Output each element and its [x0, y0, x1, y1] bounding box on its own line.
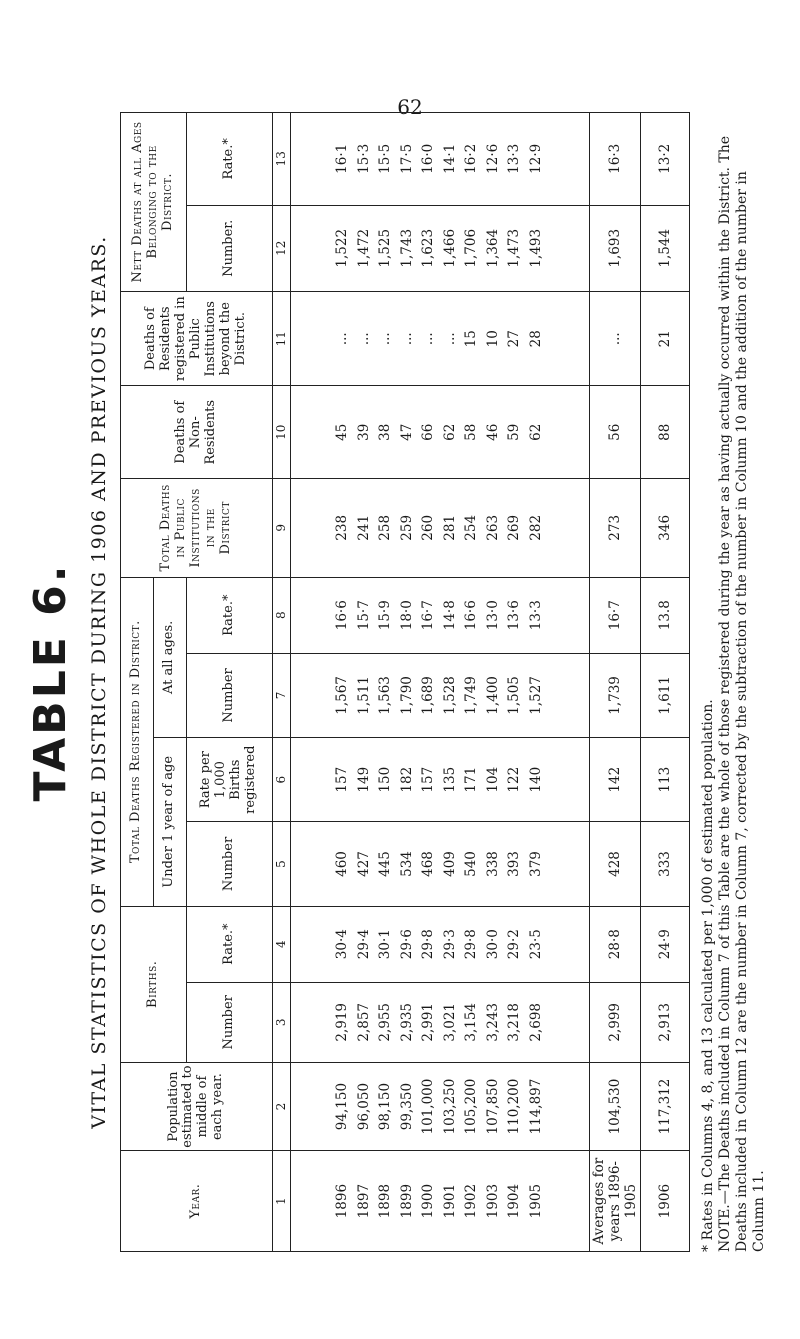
table-cell-value: 13·0 — [484, 600, 501, 631]
table-cell-value: 1,527 — [527, 676, 544, 715]
table-cell-value: 468 — [420, 851, 437, 877]
table-cell-value: 182 — [398, 766, 415, 793]
table-cell-value: 14·8 — [441, 600, 458, 631]
table-cell-value: 157 — [420, 766, 437, 793]
table-cell-value: 16·6 — [334, 600, 351, 631]
table-cell-value: 29·8 — [420, 929, 437, 960]
table-cell-value: 540 — [463, 851, 480, 877]
y1906-allages-number: 1,611 — [641, 653, 690, 737]
table-cell-value: 104 — [484, 766, 501, 793]
table-cell-value: 47 — [398, 423, 415, 441]
table-cell-value: 259 — [398, 514, 415, 541]
column-number: 11 — [272, 291, 290, 386]
table-cell-value: 263 — [484, 514, 501, 541]
header-row-1 — [121, 113, 154, 1252]
table-cell-value: 1903 — [484, 1183, 501, 1219]
avg-non-residents: 56 — [590, 386, 641, 479]
table-cell-value: 15·3 — [355, 143, 372, 174]
header-under-1: Under 1 year of age — [153, 738, 186, 907]
table-cell-value: 1901 — [441, 1183, 458, 1219]
table-cell-value: 1,511 — [355, 676, 372, 715]
table-cell-value: 98,150 — [377, 1082, 394, 1131]
table-cell-value: 2,955 — [377, 1002, 394, 1042]
notes — [700, 112, 768, 1252]
avg-allages-number: 1,739 — [590, 653, 641, 737]
y1906-population: 117,312 — [641, 1062, 690, 1150]
table-cell-value: 3,243 — [484, 1002, 501, 1042]
allages-rate-cell — [290, 577, 589, 653]
table-cell-value: 1,563 — [377, 676, 394, 715]
avg-births-number: 2,999 — [590, 982, 641, 1062]
y1906-public-inst: 346 — [641, 479, 690, 578]
table-cell-value: 171 — [463, 766, 480, 793]
column-number: 9 — [272, 479, 290, 578]
header-residents-beyond: Deaths of Residents registered in Public Institutions beyond the District. — [121, 291, 273, 386]
table-cell-value: 29·2 — [506, 929, 523, 960]
table-cell-value: 379 — [527, 851, 544, 877]
header-allages-rate: Rate.* — [186, 577, 272, 653]
table-cell-value: 59 — [506, 423, 523, 441]
table-cell-value: 149 — [355, 766, 372, 793]
table-cell-value: 16·7 — [420, 600, 437, 631]
table-cell-value: 110,200 — [506, 1078, 523, 1135]
avg-residents-beyond: ... — [590, 291, 641, 386]
column-number: 3 — [272, 982, 290, 1062]
column-number: 7 — [272, 653, 290, 737]
table-cell-value: 338 — [484, 851, 501, 877]
table-cell-value: 1896 — [334, 1183, 351, 1219]
table-cell-value: 2,857 — [355, 1002, 372, 1042]
column-number: 10 — [272, 386, 290, 479]
table-cell-value: 281 — [441, 514, 458, 541]
header-population: Population estimated to middle of each year. — [121, 1062, 273, 1150]
table-cell-value: 12·6 — [484, 143, 501, 174]
header-year: Year. — [121, 1151, 273, 1252]
footnote-rates: * Rates in Columns 4, 8, and 13 calculated per 1,000 of estimated population. — [700, 699, 716, 1252]
table-cell-value: 29·6 — [398, 929, 415, 960]
table-cell-value: ... — [355, 332, 372, 346]
avg-under1-rate: 142 — [590, 738, 641, 822]
table-cell-value: 17·5 — [398, 143, 415, 174]
table-cell-value: 103,250 — [441, 1078, 458, 1135]
non-residents-cell — [290, 386, 589, 479]
table-cell-value: 1904 — [506, 1183, 523, 1219]
table-cell-value: 1,749 — [463, 676, 480, 715]
table-cell-value: 13·3 — [506, 143, 523, 174]
table-cell-value: 15·5 — [377, 143, 394, 174]
table-cell-value: 445 — [377, 851, 394, 877]
table-cell-value: 258 — [377, 514, 394, 541]
y1906-nett-number: 1,544 — [641, 205, 690, 291]
table-cell-value: 29·3 — [441, 929, 458, 960]
avg-allages-rate: 16·7 — [590, 577, 641, 653]
table-cell-value: 13·3 — [527, 600, 544, 631]
table-cell-value: 15 — [463, 330, 480, 348]
table-cell-value: 157 — [334, 766, 351, 793]
table-cell-value: 39 — [355, 423, 372, 441]
table-cell-value: 1,493 — [527, 228, 544, 268]
table-cell-value: 30·4 — [334, 929, 351, 960]
header-under1-number: Number — [186, 822, 272, 906]
table-cell-value: 122 — [506, 766, 523, 793]
table-cell-value: 15·7 — [355, 600, 372, 631]
table-cell-value: 150 — [377, 766, 394, 793]
y1906-non-residents: 88 — [641, 386, 690, 479]
table-title: TABLE 6. — [25, 562, 76, 802]
vital-statistics-table — [120, 112, 690, 1252]
table-cell-value: 1,473 — [506, 228, 523, 268]
table-cell-value: 1,790 — [398, 676, 415, 715]
table-cell-value: 16·6 — [463, 600, 480, 631]
table-cell-value: 427 — [355, 851, 372, 877]
table-cell-value: 114,897 — [527, 1078, 544, 1135]
y1906-under1-number: 333 — [641, 822, 690, 906]
table-cell-value: 16·2 — [463, 143, 480, 174]
avg-population: 104,530 — [590, 1062, 641, 1150]
table-cell-value: 10 — [484, 330, 501, 348]
column-number: 2 — [272, 1062, 290, 1150]
column-number: 1 — [272, 1151, 290, 1252]
table-cell-value: 1,623 — [420, 228, 437, 268]
y1906-births-rate: 24·9 — [641, 906, 690, 982]
avg-under1-number: 428 — [590, 822, 641, 906]
avg-births-rate: 28·8 — [590, 906, 641, 982]
table-cell-value: 16·1 — [334, 143, 351, 174]
table-cell-value: ... — [334, 332, 351, 346]
table-cell-value: 1899 — [398, 1183, 415, 1219]
table-cell-value: 27 — [506, 330, 523, 348]
table-cell-value: 16·0 — [420, 143, 437, 174]
table-cell-value: ... — [398, 332, 415, 346]
table-cell-value: 1,525 — [377, 228, 394, 268]
avg-nett-number: 1,693 — [590, 205, 641, 291]
table-cell-value: 96,050 — [355, 1082, 372, 1131]
table-cell-value: 28 — [527, 330, 544, 348]
table-cell-value: 1902 — [463, 1183, 480, 1219]
table-cell-value: 460 — [334, 851, 351, 877]
table-cell-value: 1,364 — [484, 228, 501, 268]
table-cell-value: 238 — [334, 514, 351, 541]
table-cell-value: 58 — [463, 423, 480, 441]
y1906-residents-beyond: 21 — [641, 291, 690, 386]
table-cell-value: 30·0 — [484, 929, 501, 960]
table-cell-value: 1,522 — [334, 228, 351, 268]
table-cell-value: 3,154 — [463, 1002, 480, 1042]
year-cell — [290, 1151, 589, 1252]
avg-public-inst: 273 — [590, 479, 641, 578]
table-cell-value: 18·0 — [398, 600, 415, 631]
table-cell-value: 3,218 — [506, 1002, 523, 1042]
table-cell-value: 135 — [441, 766, 458, 793]
population-cell — [290, 1062, 589, 1150]
table-cell-value: 1898 — [377, 1183, 394, 1219]
note-text: NOTE.—The Deaths included in Column 7 of this Table are the whole of those registered during the year as having actually occurred within the District. The Deaths included in Column 12 are the number in Column 7, corrected by the subtraction of the number in Column 10 and the addition of the number in Column 11. — [717, 135, 768, 1252]
under1-rate-cell — [290, 738, 589, 822]
table-cell-value: 101,000 — [420, 1078, 437, 1135]
y1906-label: 1906 — [641, 1151, 690, 1252]
births-rate-cell — [290, 906, 589, 982]
table-cell-value: 30·1 — [377, 929, 394, 960]
table-cell-value: 1,505 — [506, 676, 523, 715]
table-cell-value: 1,472 — [355, 228, 372, 268]
header-births-number: Number — [186, 982, 272, 1062]
header-all-ages: At all ages. — [153, 577, 186, 737]
column-number: 4 — [272, 906, 290, 982]
column-number-row — [272, 113, 290, 1252]
table-cell-value: 105,200 — [463, 1078, 480, 1135]
table-cell-value: ... — [377, 332, 394, 346]
header-nett-deaths: Nett Deaths at all Ages Belonging to the District. — [121, 113, 187, 292]
table-cell-value: 29·4 — [355, 929, 372, 960]
table-cell-value: 107,850 — [484, 1078, 501, 1135]
table-cell-value: 1,466 — [441, 228, 458, 268]
table-cell-value: 2,919 — [334, 1002, 351, 1042]
table-cell-value: 534 — [398, 851, 415, 877]
table-cell-value: 15·9 — [377, 600, 394, 631]
header-under1-rate: Rate per 1,000 Births registered — [186, 738, 272, 822]
page-number: 62 — [397, 95, 423, 119]
table-cell-value: 62 — [527, 423, 544, 441]
averages-row — [590, 113, 641, 1252]
table-cell-value: 1897 — [355, 1183, 372, 1219]
header-nett-rate: Rate.* — [186, 113, 272, 206]
table-cell-value: 62 — [441, 423, 458, 441]
table-cell-value: 38 — [377, 423, 394, 441]
table-cell-value: 260 — [420, 514, 437, 541]
table-cell-value: 29·8 — [463, 929, 480, 960]
yearly-data-row — [290, 113, 589, 1252]
table-cell-value: 241 — [355, 514, 372, 541]
y1906-nett-rate: 13·2 — [641, 113, 690, 206]
column-number: 8 — [272, 577, 290, 653]
table-cell-value: 12·9 — [527, 143, 544, 174]
table-cell-value: 46 — [484, 423, 501, 441]
column-number: 13 — [272, 113, 290, 206]
year-1906-row — [641, 113, 690, 1252]
table-cell-value: 1905 — [527, 1183, 544, 1219]
table-cell-value: 409 — [441, 851, 458, 877]
table-cell-value: 1,567 — [334, 676, 351, 715]
header-births: Births. — [121, 906, 187, 1062]
table-cell-value: 13·6 — [506, 600, 523, 631]
table-cell-value: 282 — [527, 514, 544, 541]
column-number: 5 — [272, 822, 290, 906]
table-cell-value: 393 — [506, 851, 523, 877]
births-number-cell — [290, 982, 589, 1062]
table-cell-value: 1,743 — [398, 228, 415, 268]
table-cell-value: 2,698 — [527, 1002, 544, 1042]
table-cell-value: 3,021 — [441, 1002, 458, 1042]
column-number: 12 — [272, 205, 290, 291]
header-allages-number: Number — [186, 653, 272, 737]
nett-rate-cell — [290, 113, 589, 206]
table-cell-value: ... — [441, 332, 458, 346]
averages-label: Averages for years 1896-1905 — [590, 1151, 641, 1252]
nett-number-cell — [290, 205, 589, 291]
header-non-residents: Deaths of Non-Residents — [121, 386, 273, 479]
residents-beyond-cell — [290, 291, 589, 386]
y1906-births-number: 2,913 — [641, 982, 690, 1062]
table-cell-value: 140 — [527, 766, 544, 793]
table-cell-value: 14·1 — [441, 143, 458, 174]
table-cell-value: ... — [420, 332, 437, 346]
under1-number-cell — [290, 822, 589, 906]
avg-nett-rate: 16·3 — [590, 113, 641, 206]
table-cell-value: 94,150 — [334, 1082, 351, 1131]
table-cell-value: 99,350 — [398, 1082, 415, 1131]
header-nett-number: Number. — [186, 205, 272, 291]
table-cell-value: 1,400 — [484, 676, 501, 715]
header-births-rate: Rate.* — [186, 906, 272, 982]
table-cell-value: 1,528 — [441, 676, 458, 715]
allages-number-cell — [290, 653, 589, 737]
header-public-institutions: Total Deaths in Public Institutions in the District — [121, 479, 273, 578]
table-cell-value: 254 — [463, 514, 480, 541]
table-cell-value: 45 — [334, 423, 351, 441]
table-cell-value: 66 — [420, 423, 437, 441]
column-number: 6 — [272, 738, 290, 822]
header-total-deaths: Total Deaths Registered in District. — [121, 577, 154, 906]
table-cell-value: 1,689 — [420, 676, 437, 715]
table-cell-value: 2,991 — [420, 1002, 437, 1042]
table-cell-value: 1,706 — [463, 228, 480, 268]
table-cell-value: 1900 — [420, 1183, 437, 1219]
table-cell-value: 269 — [506, 514, 523, 541]
table-subtitle: VITAL STATISTICS OF WHOLE DISTRICT DURING 1906 AND PREVIOUS YEARS. — [88, 235, 110, 1129]
table-cell-value: 2,935 — [398, 1002, 415, 1042]
y1906-allages-rate: 13.8 — [641, 577, 690, 653]
rotated-table-page — [20, 82, 780, 1282]
public-inst-cell — [290, 479, 589, 578]
table-cell-value: 23·5 — [527, 929, 544, 960]
y1906-under1-rate: 113 — [641, 738, 690, 822]
